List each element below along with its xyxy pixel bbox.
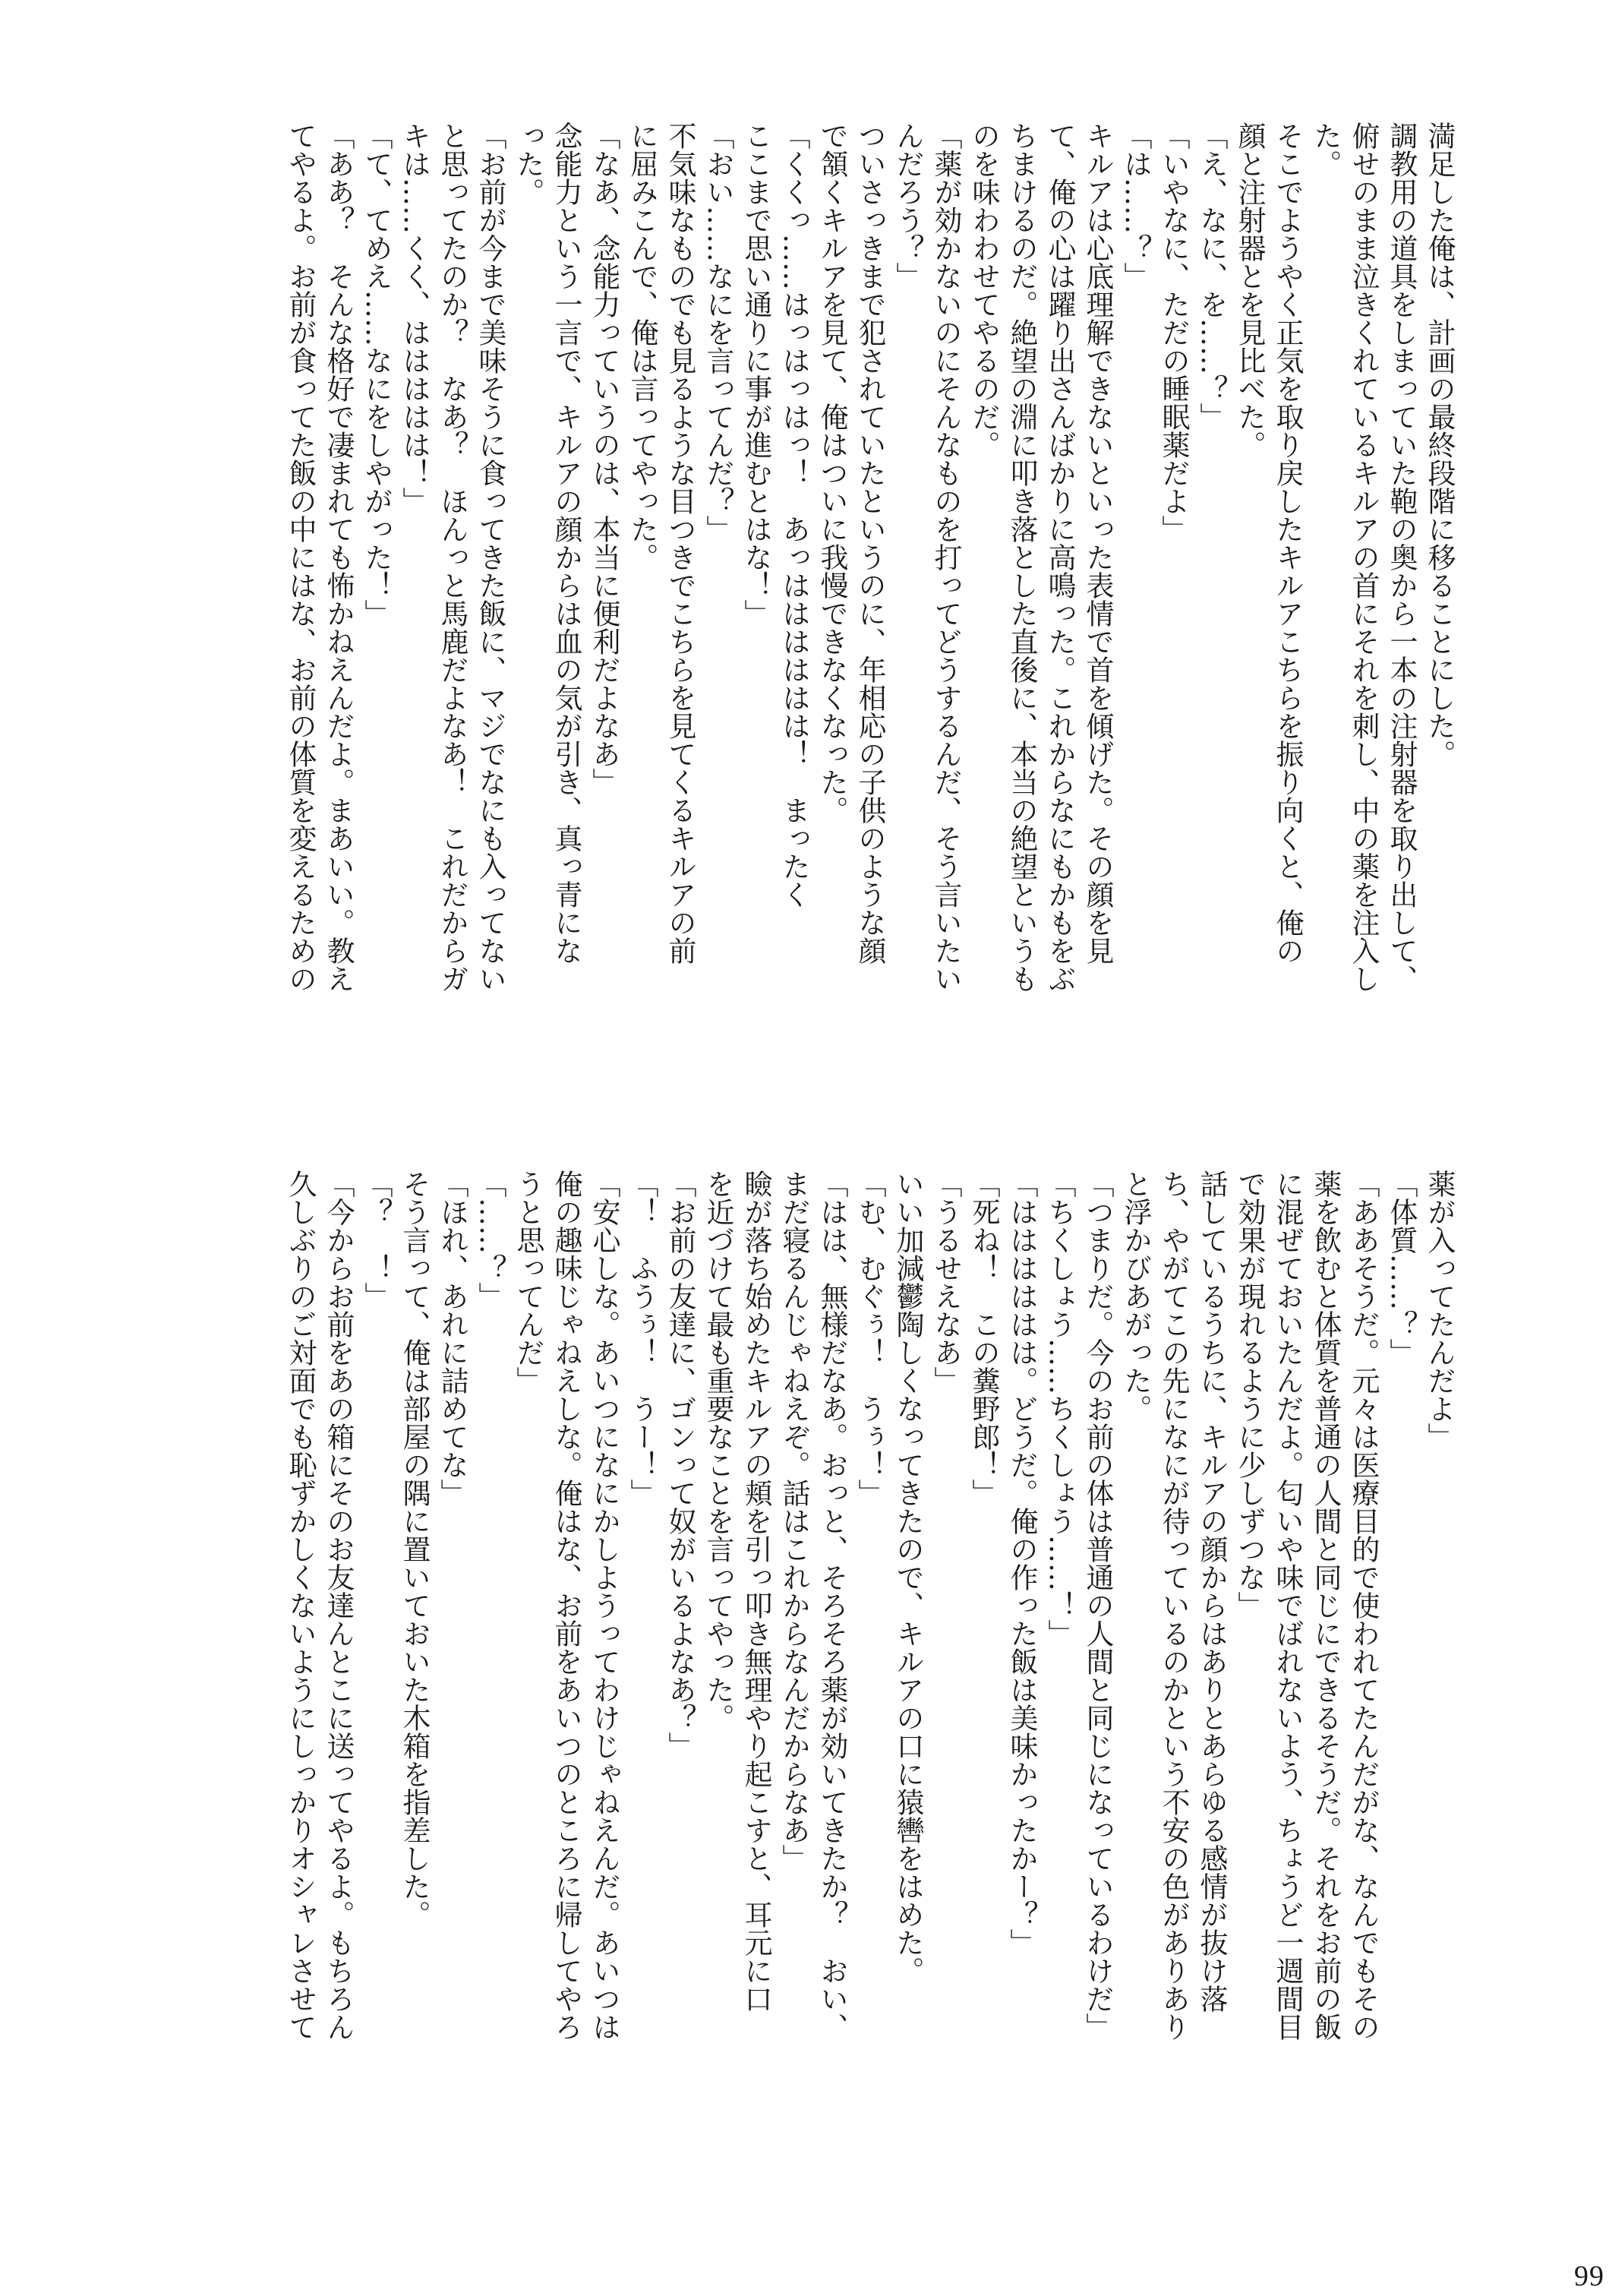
text-line: 「薬が効かないのにそんなものを打ってどうするんだ、そう言いたい — [929, 122, 962, 993]
text-line: 「くくっ……はっはっはっ！ あっはははははは！ まったく — [778, 122, 810, 908]
text-line: 「む、むぐぅ！ うぅ！」 — [853, 1170, 886, 1507]
text-line: 「ほれ、あれに詰めてな」 — [436, 1170, 469, 1507]
text-line: 俯せのまま泣きくれているキルアの首にそれを刺し、中の薬を注入し — [1347, 122, 1380, 993]
text-line: ここまで思い通りに事が進むとはな！」 — [740, 122, 772, 627]
text-line: そこでようやく正気を取り戻したキルアこちらを振り向くと、俺の — [1271, 122, 1304, 965]
text-line: 「うるせえなあ」 — [929, 1170, 962, 1394]
text-line: 「はは、無様だなあ。おっと、そろそろ薬が効いてきたか？ おい、 — [816, 1170, 848, 2041]
text-line: 顔と注射器とを見比べた。 — [1233, 122, 1266, 459]
text-line: 「体質……？」 — [1385, 1170, 1418, 1366]
page-number: 99 — [1574, 2260, 1604, 2292]
text-line: 満足した俺は、計画の最終段階に移ることにした。 — [1423, 122, 1456, 768]
text-line: 「お前が今まで美味そうに食ってきた飯に、マジでなにも入ってない — [474, 122, 506, 993]
text-line: 「お前の友達に、ゴンって奴がいるよなあ？」 — [664, 1170, 696, 1760]
text-line: で頷くキルアを見て、俺はついに我慢できなくなった。 — [816, 122, 848, 824]
text-line: た。 — [1309, 122, 1342, 178]
text-line: ち、やがてこの先になにが待っているのかという不安の色がありあり — [1157, 1170, 1190, 2041]
text-line: 「は……？」 — [1119, 122, 1152, 290]
text-line: を近づけて最も重要なことを言ってやった。 — [702, 1170, 734, 1732]
upper-text-block — [159, 122, 1458, 1105]
text-line: んだろう？」 — [891, 122, 924, 290]
text-line: と浮かびあがった。 — [1119, 1170, 1152, 1423]
text-line: で効果が現れるように少しずつな」 — [1233, 1170, 1266, 1619]
text-line: 薬を飲むと体質を普通の人間と同じにできるそうだ。それをお前の飯 — [1309, 1170, 1342, 2041]
text-line: うと思ってんだ」 — [512, 1170, 544, 1394]
text-line: 「なあ、念能力っていうのは、本当に便利だよなあ」 — [588, 122, 620, 796]
text-line: 「死ね！ この糞野郎！」 — [967, 1170, 1000, 1507]
text-line: 「安心しな。あいつになにかしようってわけじゃねえんだ。あいつは — [588, 1170, 620, 2041]
text-line: 「いやなに、ただの睡眠薬だよ」 — [1157, 122, 1190, 543]
text-line: 「え、なに、を……？」 — [1195, 122, 1228, 431]
text-line: いい加減鬱陶しくなってきたので、キルアの口に猿轡をはめた。 — [891, 1170, 924, 1985]
text-line: 瞼が落ち始めたキルアの頬を引っ叩き無理やり起こすと、耳元に口 — [740, 1170, 772, 2013]
text-line: キは……くく、ははははは！」 — [398, 122, 431, 515]
text-line: 「おい……なにを言ってんだ？」 — [702, 122, 734, 543]
text-line: まだ寝るんじゃねえぞ。話はこれからなんだからなあ」 — [778, 1170, 810, 1872]
text-line: 話しているうちに、キルアの顔からはありとあらゆる感情が抜け落 — [1195, 1170, 1228, 2013]
text-line: 「はははははは。どうだ。俺の作った飯は美味かったかー？」 — [1005, 1170, 1038, 1956]
text-line: てやるよ。お前が食ってた飯の中にはな、お前の体質を変えるための — [284, 122, 317, 993]
text-line: った。 — [512, 122, 544, 206]
text-line: キルアは心底理解できないといった表情で首を傾げた。その顔を見 — [1081, 122, 1114, 965]
text-line: 薬が入ってたんだよ」 — [1423, 1170, 1456, 1451]
text-line: 念能力という一言で、キルアの顔からは血の気が引き、真っ青にな — [550, 122, 582, 965]
text-line: そう言って、俺は部屋の隅に置いておいた木箱を指差した。 — [398, 1170, 431, 1928]
text-line: に混ぜておいたんだよ。匂いや味でばれないよう、ちょうど一週間目 — [1271, 1170, 1304, 2041]
text-line: 「！ ふうぅ！ うー！」 — [626, 1170, 658, 1507]
text-line: 「……？」 — [474, 1170, 506, 1310]
text-line: 調教用の道具をしまっていた鞄の奥から一本の注射器を取り出して、 — [1385, 122, 1418, 993]
text-line: 「ああそうだ。元々は医療目的で使われてたんだがな、なんでもその — [1347, 1170, 1380, 2041]
text-line: 「ああ？ そんな格好で凄まれても怖かねえんだよ。まあいい。教え — [322, 122, 355, 993]
text-line: 「？ ！」 — [360, 1170, 393, 1310]
text-line: 「ちくしょう……ちくしょう……！」 — [1043, 1170, 1076, 1647]
text-line: 俺の趣味じゃねえしな。俺はな、お前をあいつのところに帰してやろ — [550, 1170, 582, 2041]
text-line: 久しぶりのご対面でも恥ずかしくないようにしっかりオシャレさせて — [284, 1170, 317, 2041]
text-line: 「て、てめえ……なにをしやがった！」 — [360, 122, 393, 627]
text-line: ちまけるのだ。絶望の淵に叩き落とした直後に、本当の絶望というも — [1005, 122, 1038, 993]
text-line: 「今からお前をあの箱にそのお友達んとこに送ってやるよ。もちろん — [322, 1170, 355, 2041]
text-line: て、俺の心は躍り出さんばかりに高鳴った。これからなにもかもをぶ — [1043, 122, 1076, 993]
text-line: のを味わわせてやるのだ。 — [967, 122, 1000, 459]
text-line: 不気味なものでも見るような目つきでこちらを見てくるキルアの前 — [664, 122, 696, 965]
text-line: に屈みこんで、俺は言ってやった。 — [626, 122, 658, 571]
text-line: ついさっきまで犯されていたというのに、年相応の子供のような顔 — [853, 122, 886, 965]
lower-text-block — [159, 1170, 1458, 2153]
text-line: と思ってたのか？ なあ？ ほんっと馬鹿だよなあ！ これだからガ — [436, 122, 469, 993]
text-line: 「つまりだ。今のお前の体は普通の人間と同じになっているわけだ」 — [1081, 1170, 1114, 2041]
